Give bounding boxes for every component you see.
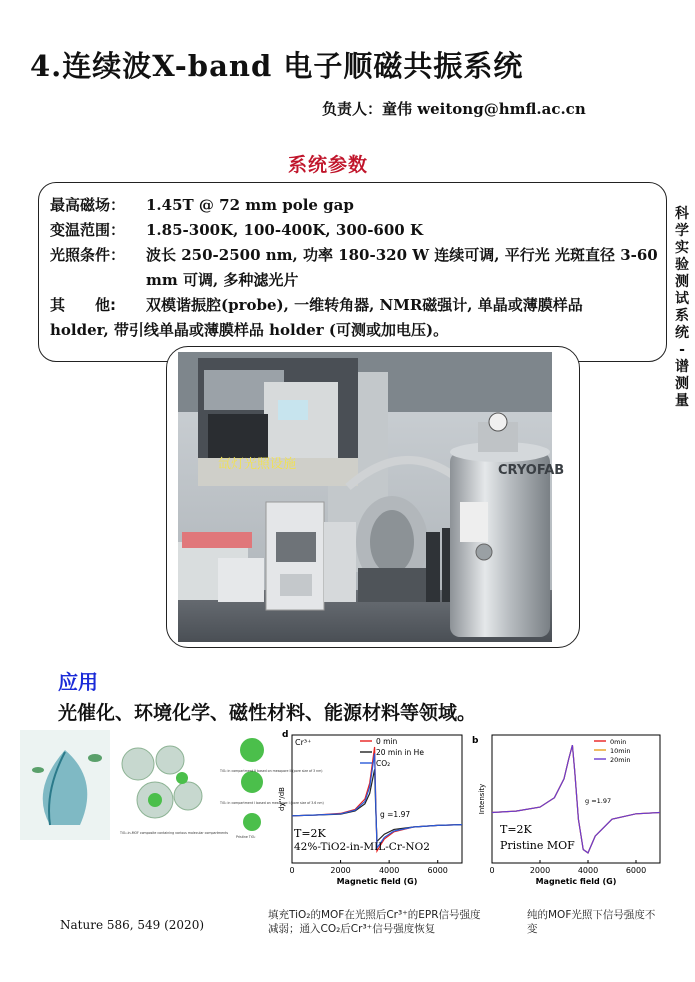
side-char: 统 bbox=[675, 325, 689, 341]
x-tick-label: 4000 bbox=[378, 866, 400, 875]
side-char: 试 bbox=[675, 291, 689, 307]
param-row bbox=[50, 293, 665, 318]
legend-label: 0min bbox=[610, 738, 627, 746]
legend-label: CO₂ bbox=[376, 759, 391, 768]
contact-line: 负责人：童伟 weitong@hmfl.ac.cn bbox=[322, 100, 586, 118]
page-title bbox=[30, 44, 523, 85]
x-tick-label: 0 bbox=[289, 866, 295, 875]
chart-annotation: T=2K bbox=[500, 823, 532, 836]
chart-annotation: 42%-TiO2-in-MIL-Cr-NO2 bbox=[294, 841, 430, 853]
param-value: 波长 250-2500 nm, 功率 180-320 W 连续可调, 平行光 光斑直径 3-60 mm 可调, 多种滤光片 bbox=[146, 246, 658, 289]
param-label: 变温范围： bbox=[50, 221, 126, 239]
tank-brand: CRYOFAB bbox=[498, 463, 565, 478]
nature-label-2: TiO₂ in compartment I based on mesopore I (pore size of 3.6 nm) bbox=[220, 801, 324, 805]
legend-label: 0 min bbox=[376, 737, 398, 746]
params-heading: 系统参数 bbox=[288, 154, 369, 176]
side-char: 科 bbox=[675, 206, 689, 222]
series-line bbox=[492, 745, 660, 853]
nature-label-1: TiO₂ in compartment II based on mesopore II (pore size of 3 nm) bbox=[220, 769, 323, 773]
side-char: 测 bbox=[675, 376, 689, 392]
param-row bbox=[50, 193, 665, 218]
chart-title: Cr³⁺ bbox=[295, 738, 312, 747]
side-char: 系 bbox=[675, 308, 689, 324]
param-label: 最高磁场： bbox=[50, 196, 126, 214]
chart-annotation: g =1.97 bbox=[585, 797, 612, 805]
side-char: 测 bbox=[675, 274, 689, 290]
panel-letter: b bbox=[472, 736, 479, 746]
x-tick-label: 2000 bbox=[330, 866, 351, 875]
x-tick-label: 0 bbox=[489, 866, 495, 875]
side-char: 谱 bbox=[675, 359, 689, 375]
chart-annotation: Pristine MOF bbox=[500, 839, 575, 852]
param-value: 1.45T @ 72 mm pole gap bbox=[146, 196, 354, 214]
side-char: 量 bbox=[675, 393, 689, 409]
nature-label-4: Pristine TiO₂ bbox=[236, 835, 256, 839]
param-row bbox=[50, 218, 665, 243]
title-part-b: X-band bbox=[152, 49, 273, 83]
x-axis-label: Magnetic field (G) bbox=[535, 877, 617, 886]
epr-system-photo bbox=[178, 352, 565, 642]
y-axis-label: Intensity bbox=[478, 783, 486, 815]
params-list bbox=[50, 193, 665, 343]
panel-letter: d bbox=[282, 730, 289, 740]
title-number: 4. bbox=[30, 49, 63, 83]
side-char: 验 bbox=[675, 257, 689, 273]
param-extra-line: holder, 带引线单晶或薄膜样品 holder (可测或加电压)。 bbox=[50, 321, 449, 339]
param-row bbox=[50, 243, 665, 293]
param-label: 光照条件： bbox=[50, 246, 126, 264]
side-char: 实 bbox=[675, 240, 689, 256]
title-part-c: 电子顺磁共振系统 bbox=[272, 49, 524, 83]
legend-label: 20 min in He bbox=[376, 748, 424, 757]
y-axis-label: dχ''/dB bbox=[278, 787, 286, 811]
series-line bbox=[492, 745, 660, 853]
x-tick-label: 2000 bbox=[529, 866, 551, 875]
legend-label: 10min bbox=[610, 747, 631, 755]
x-tick-label: 6000 bbox=[427, 866, 448, 875]
application-heading: 应用 bbox=[58, 670, 98, 694]
nature-citation: Nature 586, 549 (2020) bbox=[60, 918, 205, 932]
param-value: 1.85-300K, 100-400K, 300-600 K bbox=[146, 221, 423, 239]
legend-label: 20min bbox=[610, 756, 631, 764]
chart-annotation: T=2K bbox=[294, 827, 326, 840]
epr-chart-d bbox=[280, 727, 470, 887]
x-tick-label: 6000 bbox=[625, 866, 647, 875]
chart-annotation: g =1.97 bbox=[380, 810, 411, 819]
chart-d-caption: 填充TiO₂的MOF在光照后Cr³⁺的EPR信号强度减弱；通入CO₂后Cr³⁺信号强度恢复 bbox=[268, 909, 481, 935]
side-char: 学 bbox=[675, 223, 689, 239]
series-line bbox=[492, 745, 660, 853]
param-value: 双模谐振腔(probe), 一维转角器, NMR磁强计, 单晶或薄膜样品 bbox=[146, 296, 583, 314]
chart-b-caption: 纯的MOF光照下信号强度不变 bbox=[527, 909, 656, 935]
param-label: 其 他: bbox=[50, 296, 116, 314]
x-axis-label: Magnetic field (G) bbox=[336, 877, 418, 886]
application-body: 光催化、环境化学、磁性材料、能源材料等领域。 bbox=[58, 702, 477, 724]
epr-chart-b bbox=[470, 733, 670, 893]
side-char: - bbox=[679, 342, 685, 358]
nature-label-3: TiO₂-in-MOF composite containing various molecular compartments bbox=[120, 831, 229, 835]
side-label bbox=[673, 206, 691, 410]
lamp-label: 氙灯光照设施 bbox=[218, 457, 297, 472]
x-tick-label: 4000 bbox=[577, 866, 599, 875]
title-part-a: 连续波 bbox=[62, 49, 153, 83]
